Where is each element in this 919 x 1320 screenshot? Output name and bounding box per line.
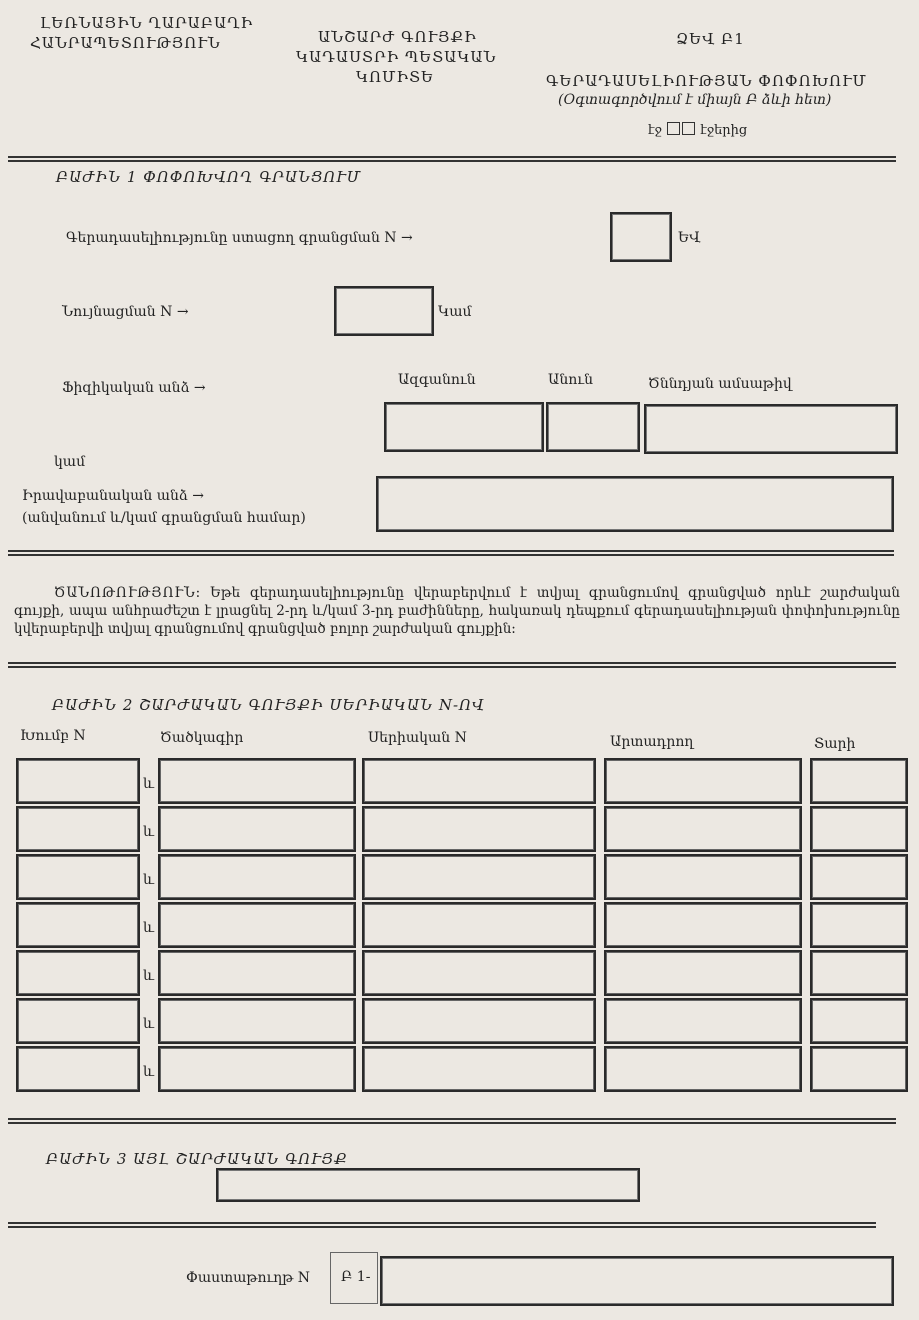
serial-cell[interactable]	[362, 998, 596, 1044]
manufacturer-cell[interactable]	[604, 950, 802, 996]
page-counter	[648, 122, 747, 138]
notice-heading: ԾԱՆՈԹՈՒԹՅՈՒՆ	[54, 585, 196, 601]
serial-cell[interactable]	[362, 1046, 596, 1092]
column-year: Տարի	[814, 736, 856, 752]
legal-entity-sublabel: (անվանում և/կամ գրանցման համար)	[22, 510, 306, 526]
model-cell[interactable]	[158, 902, 356, 948]
model-cell[interactable]	[158, 950, 356, 996]
surname-label: Ազգանուն	[398, 372, 476, 388]
year-cell[interactable]	[810, 854, 908, 900]
page-suffix: էջերից	[700, 123, 748, 138]
name-label: Անուն	[548, 372, 593, 388]
serial-cell[interactable]	[362, 950, 596, 996]
form-title: ԳԵՐԱԴԱՍԵԼԻՈՒԹՅԱՆ ՓՈՓՈԽՈՒՄ	[546, 72, 867, 90]
org-name-line2: ՀԱՆՐԱՊԵՏՈՒԹՅՈՒՆ	[30, 34, 221, 52]
manufacturer-cell[interactable]	[604, 806, 802, 852]
year-cell[interactable]	[810, 1046, 908, 1092]
manufacturer-cell[interactable]	[604, 998, 802, 1044]
form-subtitle: (Օգտագործվում է միայն Բ ձևի հետ)	[558, 92, 832, 108]
birthdate-field[interactable]	[644, 404, 898, 454]
name-field[interactable]	[546, 402, 640, 452]
column-model: Ծածկագիր	[160, 730, 244, 746]
serial-cell[interactable]	[362, 902, 596, 948]
group-cell[interactable]	[16, 950, 140, 996]
manufacturer-cell[interactable]	[604, 758, 802, 804]
or-label-2: կամ	[54, 454, 86, 470]
year-cell[interactable]	[810, 998, 908, 1044]
row-connector: և	[143, 824, 155, 840]
manufacturer-cell[interactable]	[604, 902, 802, 948]
page-prefix: էջ	[648, 123, 662, 138]
legal-entity-field[interactable]	[376, 476, 894, 532]
divider	[8, 662, 896, 668]
committee-line2: ԿԱԴԱՍՏՐԻ ՊԵՏԱԿԱՆ	[296, 48, 497, 66]
group-cell[interactable]	[16, 902, 140, 948]
row-connector: և	[143, 776, 155, 792]
group-cell[interactable]	[16, 998, 140, 1044]
divider	[8, 1222, 876, 1228]
birthdate-label: Ծննդյան ամսաթիվ	[648, 376, 792, 392]
row-connector: և	[143, 872, 155, 888]
model-cell[interactable]	[158, 1046, 356, 1092]
identity-label: Նույնացման N →	[62, 304, 189, 320]
committee-line1: ԱՆՇԱՐԺ ԳՈՒՅՔԻ	[318, 28, 477, 46]
column-manufacturer: Արտադրող	[610, 734, 694, 750]
year-cell[interactable]	[810, 950, 908, 996]
year-cell[interactable]	[810, 902, 908, 948]
committee-line3: ԿՈՄԻՏԵ	[356, 68, 435, 86]
document-number-label: Փաստաթուղթ N	[186, 1270, 311, 1286]
document-prefix-box	[330, 1252, 378, 1304]
notice-text: ։ Եթե գերադասելիությունը վերաբերվում է տվյալ գրանցումով գրանցված որևէ շարժական գույքի, ապա անհրաժեշտ է լրացնել 2-րդ և/կամ 3-րդ բաժինները, հակառակ դեպքում գերադասելիության փոփոխությունը կվերաբերվի տվյալ գրանցումով գրանցված բոլոր շարժական գույքին:	[14, 585, 900, 637]
row-connector: և	[143, 1064, 155, 1080]
serial-cell[interactable]	[362, 758, 596, 804]
model-cell[interactable]	[158, 998, 356, 1044]
section1-title: ԲԱԺԻՆ 1 ՓՈՓՈԽՎՈՂ ԳՐԱՆՑՈՒՄ	[56, 168, 362, 186]
legal-entity-label: Իրավաբանական անձ →	[22, 488, 204, 504]
serial-cell[interactable]	[362, 806, 596, 852]
surname-field[interactable]	[384, 402, 544, 452]
divider	[8, 550, 894, 556]
year-cell[interactable]	[810, 758, 908, 804]
page-total-box[interactable]	[682, 122, 695, 135]
column-group: Խումբ N	[20, 728, 86, 744]
section3-title: ԲԱԺԻՆ 3 ԱՅԼ ՇԱՐԺԱԿԱՆ ԳՈՒՅՔ	[46, 1150, 348, 1168]
manufacturer-cell[interactable]	[604, 1046, 802, 1092]
row-connector: և	[143, 1016, 155, 1032]
document-number-field[interactable]	[380, 1256, 894, 1306]
identity-number-field[interactable]	[334, 286, 434, 336]
and-label: ԵՎ	[678, 230, 701, 246]
other-property-field[interactable]	[216, 1168, 640, 1202]
section2-title: ԲԱԺԻՆ 2 ՇԱՐԺԱԿԱՆ ԳՈՒՅՔԻ ՍԵՐԻԱԿԱՆ N-ՈՎ	[52, 696, 486, 714]
org-name-line1: ԼԵՌՆԱՅԻՆ ՂԱՐԱԲԱՂԻ	[40, 14, 254, 32]
document-prefix: Բ 1-	[341, 1269, 371, 1285]
group-cell[interactable]	[16, 758, 140, 804]
group-cell[interactable]	[16, 1046, 140, 1092]
model-cell[interactable]	[158, 758, 356, 804]
manufacturer-cell[interactable]	[604, 854, 802, 900]
divider	[8, 156, 896, 162]
page-number-box[interactable]	[667, 122, 680, 135]
notice	[14, 584, 900, 638]
serial-cell[interactable]	[362, 854, 596, 900]
priority-registration-field[interactable]	[610, 212, 672, 262]
divider	[8, 1118, 896, 1124]
column-serial: Սերիական N	[368, 730, 467, 746]
group-cell[interactable]	[16, 806, 140, 852]
form-id: ՁԵՎ Բ1	[676, 30, 745, 48]
person-label: Ֆիզիկական անձ →	[62, 380, 206, 396]
model-cell[interactable]	[158, 854, 356, 900]
row-connector: և	[143, 968, 155, 984]
model-cell[interactable]	[158, 806, 356, 852]
year-cell[interactable]	[810, 806, 908, 852]
row-connector: և	[143, 920, 155, 936]
priority-label: Գերադասելիությունը ստացող գրանցման N →	[66, 230, 413, 246]
group-cell[interactable]	[16, 854, 140, 900]
or-label: Կամ	[438, 304, 472, 320]
